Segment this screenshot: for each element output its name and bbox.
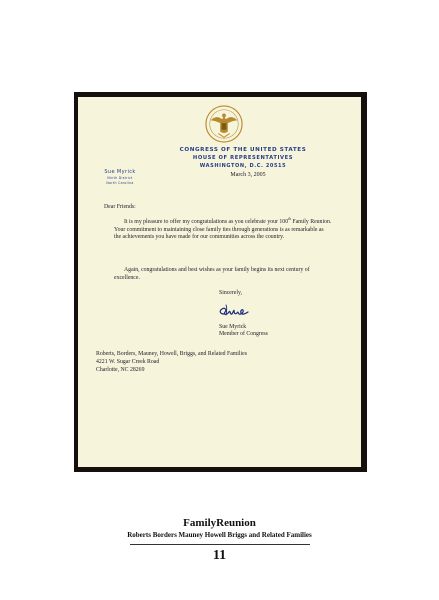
paragraph-best-wishes: Again, congratulations and best wishes as your family begins its next century of excellence. (114, 267, 310, 281)
signer-title: Member of Congress (219, 331, 268, 337)
greeting: Dear Friends: (104, 204, 136, 210)
footer-divider (130, 544, 310, 545)
ordinal-suffix: th (288, 217, 291, 222)
recipient-street: 4221 W. Sugar Creek Road (96, 359, 160, 365)
paragraph1-start: It is my pleasure to offer my congratulations as you celebrate your 100 (124, 219, 289, 225)
footer-subtitle: Roberts Borders Mauney Howell Briggs and Related Families (127, 531, 312, 539)
paragraph1-end: Family Reunion. Your commitment to maintaining close family ties through generations is as remarkable as the achievements you have made for our communities across the country. (114, 219, 332, 240)
congressional-seal-icon (205, 105, 243, 143)
signer-name: Sue Myrick (219, 324, 247, 330)
sender-state: North Carolina (106, 181, 134, 185)
sender-name: Sue Myrick (104, 169, 136, 175)
letterhead-address: WASHINGTON, D.C. 20515 (199, 163, 287, 169)
page-number: 11 (212, 548, 227, 563)
recipient-names: Roberts, Borders, Mauney, Howell, Briggs, and Related Families (96, 351, 247, 357)
paragraph-congratulations (114, 219, 332, 242)
closing: Sincerely, (219, 290, 242, 296)
letterhead-house: HOUSE OF REPRESENTATIVES (192, 155, 294, 161)
letter-date: March 3, 2005 (230, 172, 266, 178)
letter-page (78, 97, 361, 467)
recipient-city: Charlotte, NC 28269 (96, 367, 145, 373)
handwritten-signature (217, 301, 251, 319)
footer-title: FamilyReunion (183, 517, 256, 529)
sender-district: Ninth District (107, 176, 133, 180)
letterhead-congress: CONGRESS OF THE UNITED STATES (179, 147, 307, 153)
